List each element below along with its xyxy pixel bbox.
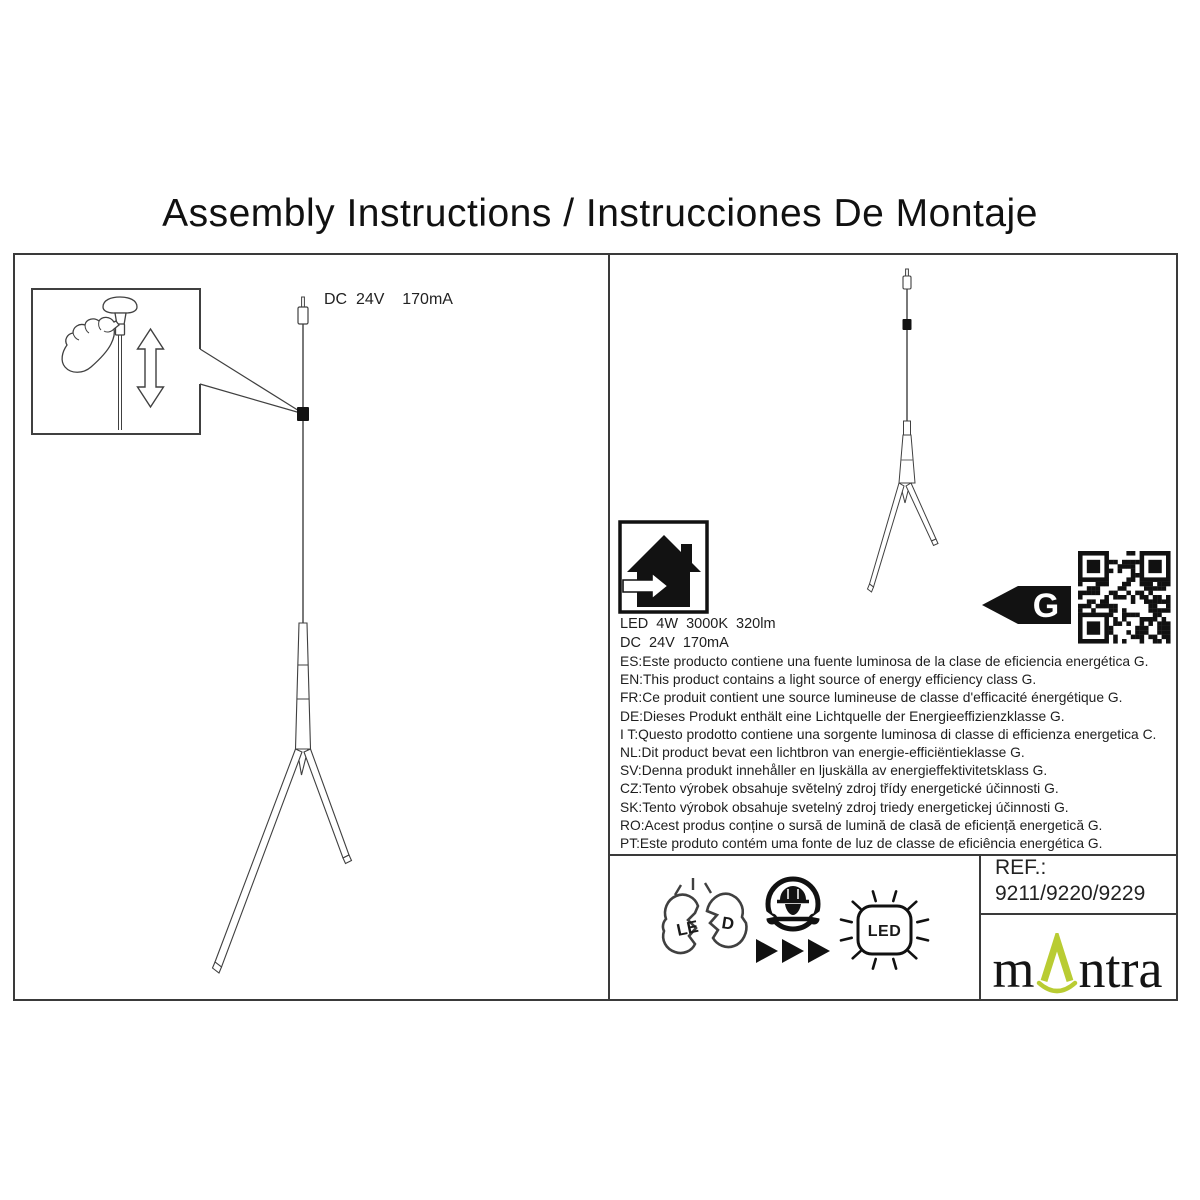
led-bulb-label: LED (867, 923, 902, 940)
cable-connector-node (297, 407, 309, 421)
broken-led-right-label: D (720, 913, 736, 934)
brand-part1: m (992, 939, 1035, 1000)
mantra-logo (979, 914, 1176, 999)
reference-block (995, 855, 1145, 907)
broken-led-left-label: LE (674, 916, 701, 940)
up-down-arrow-icon (138, 329, 164, 407)
technician-service-icon (764, 879, 822, 929)
qr-code (1078, 551, 1171, 644)
lamp-neck (904, 421, 911, 435)
led-bulb-icon (841, 891, 928, 968)
floor-lamp-right (868, 269, 939, 592)
spec-block (620, 615, 776, 652)
plug (298, 307, 308, 324)
page-title: Assembly Instructions / Instrucciones De Montaje (162, 192, 1038, 235)
brand-part2: ntra (1078, 939, 1163, 1000)
ref-numbers: 9211/9220/9229 (995, 882, 1146, 905)
lang-line-en: EN:This product contains a light source of energy efficiency class G. (620, 672, 1037, 688)
lang-line-ro: RO:Acest produs conține o sursă de lumină de clasă de eficiență energetică G. (620, 817, 1103, 833)
right-leg (906, 483, 936, 541)
plug-pin (906, 269, 909, 276)
spec-line-led: LED 4W 3000K 320lm (620, 616, 776, 632)
hand-icon (62, 317, 119, 372)
lamp-cone (899, 435, 915, 483)
lang-line-pt: PT:Este produto contém uma fonte de luz de classe de eficiência energética G. (620, 836, 1103, 852)
ceiling-canopy (103, 297, 137, 430)
right-leg (304, 749, 349, 858)
plug (903, 276, 911, 289)
callout-leader-lines (200, 349, 304, 414)
lang-line-nl: NL:Dit product bevat een lichtbron van energie-efficiëntieklasse G. (620, 745, 1025, 761)
house-with-arrow-icon (620, 522, 707, 612)
lang-line-es: ES:Este producto contiene una fuente luminosa de la clase de eficiencia energética G. (620, 654, 1149, 669)
energy-class-letter: G (1032, 587, 1060, 625)
lang-line-sk: SK:Tento výrobok obsahuje svetelný zdroj triedy energetickej účinnosti G. (620, 799, 1069, 815)
brand-caret-icon (1036, 933, 1078, 995)
energy-class-arrow-icon (982, 586, 1071, 625)
lang-line-de: DE:Dieses Produkt enthält eine Lichtquelle der Energieeffizienzklasse G. (620, 708, 1065, 724)
language-statements (620, 653, 1156, 853)
cable-connector-node (903, 319, 912, 330)
plug-pin (302, 297, 305, 307)
left-leg (215, 749, 302, 967)
left-lamp-spec-label: DC 24V 170mA (324, 291, 453, 308)
lamp-cone (296, 623, 311, 749)
lang-line-it: I T:Questo prodotto contiene una sorgente luminosa di classe di efficienza energetica C. (620, 726, 1157, 742)
triple-arrow-icon (756, 939, 830, 963)
height-adjust-callout (32, 289, 304, 434)
content-frame (13, 253, 1178, 1001)
floor-lamp-left (213, 297, 352, 973)
lang-line-sv: SV:Denna produkt innehåller en ljuskälla av energieffektivitetsklass G. (620, 763, 1048, 779)
lang-line-fr: FR:Ce produit contient une source lumineuse de classe d'efficacité énergétique G. (620, 690, 1123, 706)
broken-led-icon (663, 878, 746, 953)
spec-line-dc: DC 24V 170mA (620, 634, 729, 651)
panel-divider-vertical (608, 255, 610, 999)
ref-label: REF.: (995, 856, 1047, 879)
left-leg (870, 483, 905, 587)
lang-line-cz: CZ:Tento výrobek obsahuje světelný zdroj třídy energetické účinnosti G. (620, 781, 1059, 797)
